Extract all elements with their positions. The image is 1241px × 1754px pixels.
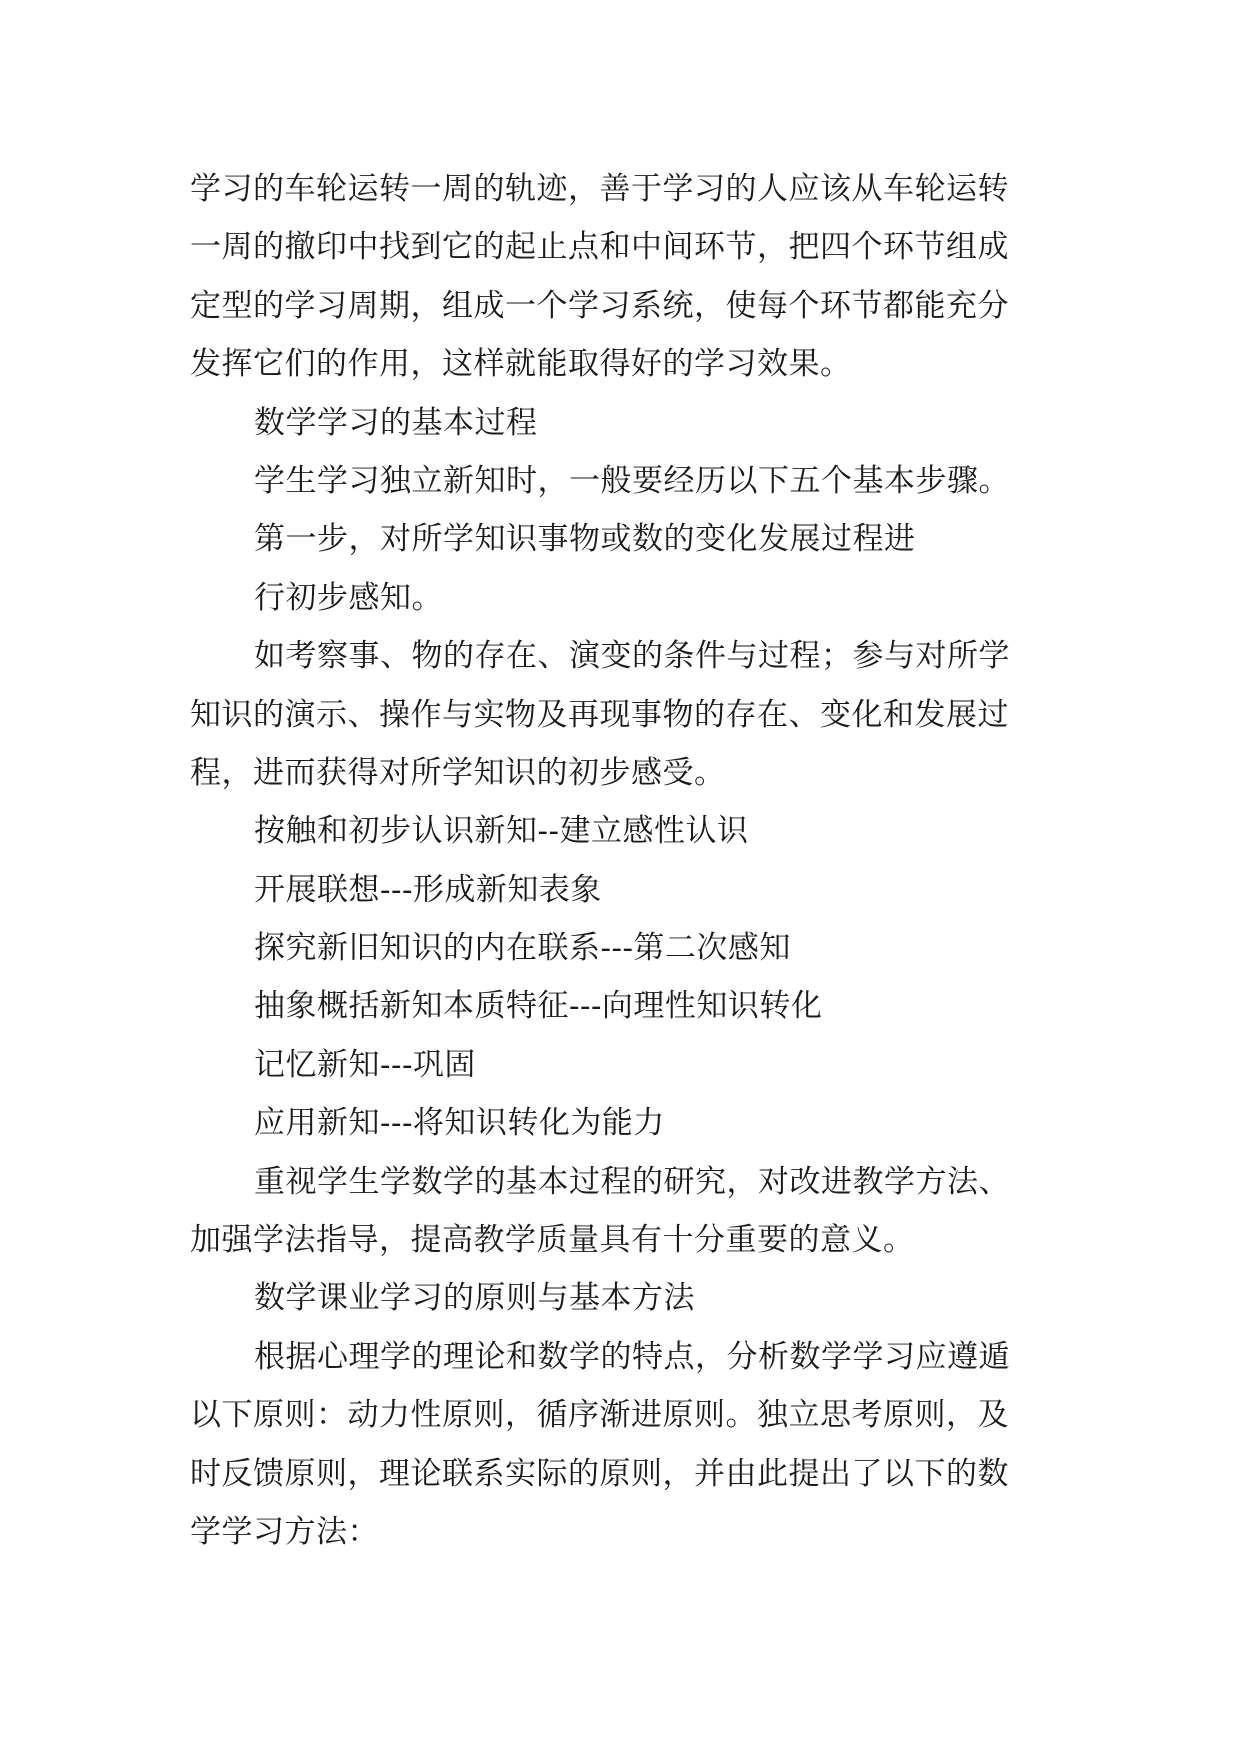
step-item: 记忆新知---巩固	[254, 1046, 476, 1083]
text-line: 时反馈原则，理论联系实际的原则，并由此提出了以下的数	[190, 1455, 1009, 1492]
text-line: 以下原则：动力性原则，循序渐进原则。独立思考原则，及	[190, 1397, 1009, 1434]
text-line: 学学习方法：	[190, 1513, 379, 1550]
text-line: 加强学法指导，提高教学质量具有十分重要的意义。	[190, 1222, 915, 1259]
text-line: 根据心理学的理论和数学的特点，分析数学学习应遵遁	[254, 1338, 1010, 1375]
text-line: 定型的学习周期，组成一个学习系统，使每个环节都能充分	[190, 287, 1009, 324]
text-line: 行初步感知。	[254, 579, 443, 616]
text-line: 知识的演示、操作与实物及再现事物的存在、变化和发展过	[190, 696, 1009, 733]
step-item: 抽象概括新知本质特征---向理性知识转化	[254, 988, 823, 1025]
step-item: 按触和初步认识新知--建立感性认识	[254, 813, 749, 850]
text-line: 一周的撤印中找到它的起止点和中间环节，把四个环节组成	[190, 229, 1009, 266]
step-item: 探究新旧知识的内在联系---第二次感知	[254, 930, 791, 967]
text-line: 发挥它们的作用，这样就能取得好的学习效果。	[190, 346, 852, 383]
text-line: 程，进而获得对所学知识的初步感受。	[190, 754, 726, 791]
text-line: 学生学习独立新知时，一般要经历以下五个基本步骤。	[254, 462, 1010, 499]
text-line: 学习的车轮运转一周的轨迹，善于学习的人应该从车轮运转	[190, 171, 1009, 207]
section-heading: 数学课业学习的原则与基本方法	[254, 1280, 695, 1317]
document-body	[190, 160, 1070, 1561]
text-line: 重视学生学数学的基本过程的研究，对改进教学方法、	[254, 1163, 1010, 1200]
text-line: 第一步，对所学知识事物或数的变化发展过程进	[254, 521, 916, 558]
section-heading: 数学学习的基本过程	[254, 404, 538, 441]
text-line: 如考察事、物的存在、演变的条件与过程；参与对所学	[254, 638, 1010, 675]
step-item: 应用新知---将知识转化为能力	[254, 1105, 665, 1142]
step-item: 开展联想---形成新知表象	[254, 871, 602, 908]
